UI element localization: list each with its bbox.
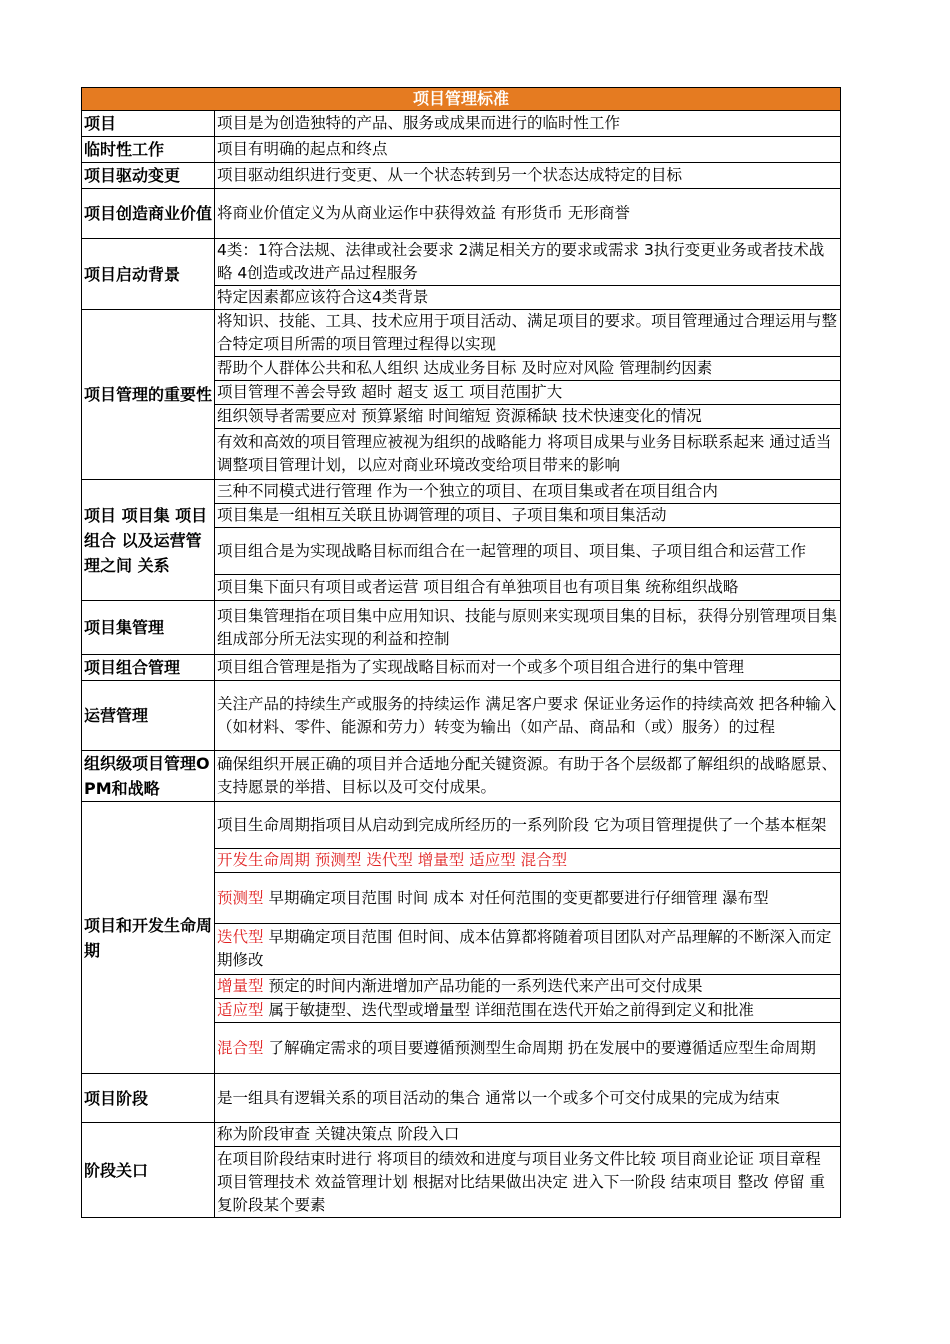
- row-content: 将知识、技能、工具、技术应用于项目活动、满足项目的要求。项目管理通过合理运用与整合特定项目所需的项目管理过程得以实现: [215, 310, 841, 357]
- row-content: 项目组合是为实现战略目标而组合在一起管理的项目、项目集、子项目组合和运营工作: [215, 528, 841, 575]
- row-content: 项目有明确的起点和终点: [215, 137, 841, 163]
- row-content: 关注产品的持续生产或服务的持续运作 满足客户要求 保证业务运作的持续高效 把各种输入（如材料、零件、能源和劳力）转变为输出（如产品、商品和（或）服务）的过程: [215, 681, 841, 751]
- table-row: [82, 601, 841, 655]
- row-content: 项目集管理指在项目集中应用知识、技能与原则来实现项目集的目标，获得分别管理项目集组成部分所无法实现的利益和控制: [215, 601, 841, 655]
- row-label-drive-change: 项目驱动变更: [82, 163, 215, 189]
- row-content: 项目组合管理是指为了实现战略目标而对一个或多个项目组合进行的集中管理: [215, 655, 841, 681]
- row-content: 称为阶段审查 关键决策点 阶段入口: [215, 1123, 841, 1147]
- table-row: [82, 137, 841, 163]
- row-content: 项目集是一组相互关联且协调管理的项目、子项目集和项目集活动: [215, 504, 841, 528]
- row-content: 三种不同模式进行管理 作为一个独立的项目、在项目集或者在项目组合内: [215, 480, 841, 504]
- row-content: 在项目阶段结束时进行 将项目的绩效和进度与项目业务文件比较 项目商业论证 项目章程 项目管理技术 效益管理计划 根据对比结果做出决定 进入下一阶段 结束项目 整改 停留 重复阶段某个要素: [215, 1147, 841, 1218]
- table-row: [82, 1123, 841, 1147]
- row-content: 特定因素都应该符合这4类背景: [215, 286, 841, 310]
- table-row: [82, 189, 841, 239]
- row-content: 帮助个人群体公共和私人组织 达成业务目标 及时应对风险 管理制约因素: [215, 357, 841, 381]
- row-content: 有效和高效的项目管理应被视为组织的战略能力 将项目成果与业务目标联系起来 通过适当调整项目管理计划，以应对商业环境改变给项目带来的影响: [215, 429, 841, 480]
- row-label-relationship: 项目 项目集 项目组合 以及运营管理之间 关系: [82, 480, 215, 601]
- lifecycle-desc: 属于敏捷型、迭代型或增量型 详细范围在迭代开始之前得到定义和批准: [263, 1001, 754, 1019]
- lifecycle-desc: 了解确定需求的项目要遵循预测型生命周期 扔在发展中的要遵循适应型生命周期: [263, 1038, 816, 1057]
- lifecycle-types: 开发生命周期 预测型 迭代型 增量型 适应型 混合型: [215, 849, 841, 873]
- row-content: 将商业价值定义为从商业运作中获得效益 有形货币 无形商誉: [215, 189, 841, 239]
- lifecycle-term: 适应型: [217, 1001, 264, 1019]
- lifecycle-desc: 早期确定项目范围 但时间、成本估算都将随着项目团队对产品理解的不断深入而定期修改: [217, 928, 832, 969]
- row-label-project: 项目: [82, 111, 215, 137]
- lifecycle-term: 迭代型: [217, 928, 264, 946]
- row-content: 项目驱动组织进行变更、从一个状态转到另一个状态达成特定的目标: [215, 163, 841, 189]
- row-label-program-mgmt: 项目集管理: [82, 601, 215, 655]
- table-row: [82, 802, 841, 849]
- table-row: [82, 655, 841, 681]
- row-label-lifecycle: 项目和开发生命周期: [82, 802, 215, 1074]
- row-content: 项目集下面只有项目或者运营 项目组合有单独项目也有项目集 统称组织战略: [215, 575, 841, 601]
- row-content: 项目管理不善会导致 超时 超支 返工 项目范围扩大: [215, 381, 841, 405]
- row-content: [215, 975, 841, 999]
- table-row: [82, 1074, 841, 1123]
- table-row: [82, 239, 841, 286]
- row-content: 项目生命周期指项目从启动到完成所经历的一系列阶段 它为项目管理提供了一个基本框架: [215, 802, 841, 849]
- row-label-importance: 项目管理的重要性: [82, 310, 215, 480]
- table-row: [82, 111, 841, 137]
- row-content: [215, 1023, 841, 1074]
- table-row: [82, 480, 841, 504]
- table-row: [82, 310, 841, 357]
- row-content: 确保组织开展正确的项目并合适地分配关键资源。有助于各个层级都了解组织的战略愿景、支持愿景的举措、目标以及可交付成果。: [215, 751, 841, 802]
- table-title: 项目管理标准: [82, 88, 841, 111]
- row-label-temporary: 临时性工作: [82, 137, 215, 163]
- row-content: [215, 873, 841, 924]
- row-label-gate: 阶段关口: [82, 1123, 215, 1218]
- lifecycle-term: 混合型: [217, 1038, 264, 1057]
- title-row: [82, 88, 841, 111]
- table-row: [82, 681, 841, 751]
- row-content: 4类：1符合法规、法律或社会要求 2满足相关方的要求或需求 3执行变更业务或者技术战略 4创造或改进产品过程服务: [215, 239, 841, 286]
- project-management-table: [81, 87, 841, 1218]
- row-content: 项目是为创造独特的产品、服务或成果而进行的临时性工作: [215, 111, 841, 137]
- lifecycle-desc: 预定的时间内渐进增加产品功能的一系列迭代来产出可交付成果: [263, 977, 703, 995]
- row-content: [215, 924, 841, 975]
- row-label-portfolio-mgmt: 项目组合管理: [82, 655, 215, 681]
- table-row: [82, 751, 841, 802]
- row-content: 是一组具有逻辑关系的项目活动的集合 通常以一个或多个可交付成果的完成为结束: [215, 1074, 841, 1123]
- row-label-initiation: 项目启动背景: [82, 239, 215, 310]
- row-label-business-value: 项目创造商业价值: [82, 189, 215, 239]
- lifecycle-desc: 早期确定项目范围 时间 成本 对任何范围的变更都要进行仔细管理 瀑布型: [263, 888, 769, 907]
- row-content: [215, 999, 841, 1023]
- table-row: [82, 163, 841, 189]
- row-content: 组织领导者需要应对 预算紧缩 时间缩短 资源稀缺 技术快速变化的情况: [215, 405, 841, 429]
- lifecycle-term: 增量型: [217, 977, 264, 995]
- row-label-opm: 组织级项目管理OPM和战略: [82, 751, 215, 802]
- row-label-operations: 运营管理: [82, 681, 215, 751]
- row-label-phase: 项目阶段: [82, 1074, 215, 1123]
- lifecycle-term: 预测型: [217, 888, 264, 907]
